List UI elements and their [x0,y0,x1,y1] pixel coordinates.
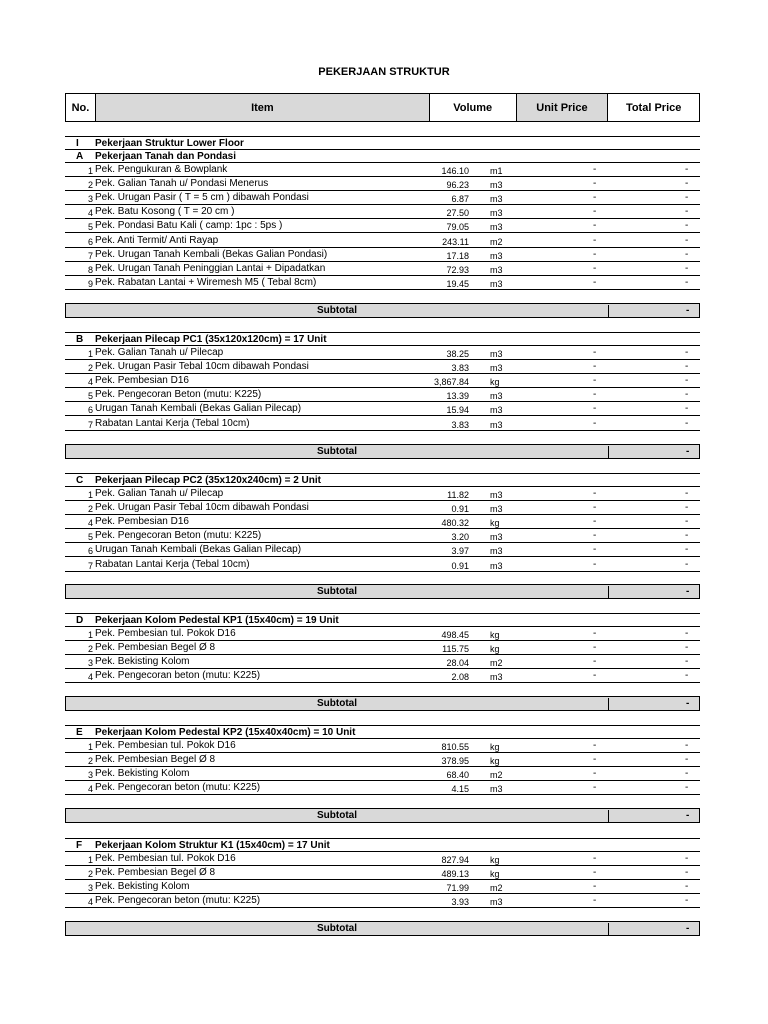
row-total-price: - [685,488,689,499]
row-unit-price: - [593,220,597,232]
row-volume: 827.94 [441,855,469,865]
row-unit-price: - [593,881,597,893]
row-number: 4 [87,208,93,219]
row-unit-price: - [593,502,597,514]
table-row [65,374,700,388]
row-number: 2 [87,180,93,191]
row-unit-price: - [593,544,597,556]
row-description: Pek. Pengukuran & Bowplank [95,164,228,175]
row-volume: 68.40 [446,770,469,781]
row-description: Pek. Urugan Pasir Tebal 10cm dibawah Pondasi [95,502,309,514]
row-total-price: - [685,361,689,373]
section-title: Pekerjaan Pilecap PC2 (35x120x240cm) = 2 Unit [95,475,321,486]
row-volume: 115.75 [442,644,469,655]
row-total-price: - [685,544,689,556]
row-number: 5 [87,222,93,233]
row-number: 4 [87,377,93,388]
row-unit: kg [490,630,500,640]
row-number: 3 [87,770,93,781]
row-unit-price: - [593,389,597,401]
row-total-price: - [685,853,689,864]
section-code: D [76,615,84,626]
row-unit-price: - [593,867,597,879]
row-volume: 3,867.84 [433,377,469,388]
row-total-price: - [685,502,689,514]
subtotal-row [65,303,700,318]
row-number: 4 [87,897,93,908]
table-row [65,641,700,655]
subtotal-row [65,921,700,936]
row-unit: m2 [490,658,503,669]
table-header [65,93,700,122]
row-unit-price: - [593,853,597,864]
row-total-price: - [685,740,689,751]
row-volume: 72.93 [446,264,469,275]
top-section-code: I [76,138,79,149]
table-row [65,515,700,529]
row-unit-price: - [593,417,597,429]
table-row [65,781,700,795]
section-title: Pekerjaan Pilecap PC1 (35x120x120cm) = 17 Unit [95,334,327,345]
row-volume: 0.91 [451,560,469,571]
row-unit: m3 [490,560,503,571]
table-row [65,529,700,543]
section-code: C [76,475,84,486]
subtotal-row [65,584,700,599]
row-number: 4 [87,672,93,683]
row-volume: 96.23 [446,180,469,191]
row-unit: m3 [490,546,503,557]
row-volume: 498.45 [441,630,469,640]
table-row [65,669,700,683]
row-number: 6 [87,405,93,416]
subtotal-label: Subtotal [66,923,609,936]
row-volume: 3.20 [451,532,469,543]
subtotal-value: - [686,586,690,597]
row-unit-price: - [593,403,597,415]
row-unit: m3 [490,504,503,515]
row-volume: 243.11 [442,236,469,247]
row-total-price: - [685,220,689,232]
table-row [65,627,700,641]
header-item: Item [96,94,430,121]
row-unit-price: - [593,234,597,246]
row-number: 1 [87,349,93,359]
row-volume: 3.97 [451,546,469,557]
subtotal-label: Subtotal [66,586,609,599]
row-unit-price: - [593,558,597,570]
row-unit: m2 [490,883,503,894]
row-total-price: - [685,248,689,260]
row-number: 2 [87,756,93,767]
row-unit: m3 [490,264,503,275]
row-unit-price: - [593,276,597,288]
row-description: Pek. Rabatan Lantai + Wiremesh M5 ( Tebal 8cm) [95,276,317,288]
row-unit-price: - [593,375,597,387]
row-total-price: - [685,276,689,288]
subtotal-value: - [686,923,690,934]
row-unit: kg [490,742,500,752]
row-description: Pek. Galian Tanah u/ Pondasi Menerus [95,178,269,190]
row-number: 5 [87,532,93,543]
row-number: 7 [87,560,93,571]
row-description: Pek. Pembesian Begel Ø 8 [95,754,216,766]
row-unit: m1 [490,166,503,176]
row-total-price: - [685,768,689,780]
row-total-price: - [685,558,689,570]
row-description: Pek. Urugan Tanah Peninggian Lantai + Dipadatkan [95,262,326,274]
table-row [65,163,700,177]
row-unit-price: - [593,530,597,542]
row-unit: m3 [490,405,503,416]
section-code: B [76,334,84,345]
row-number: 1 [87,742,93,752]
table-row [65,894,700,908]
row-description: Pek. Galian Tanah u/ Pilecap [95,488,224,499]
table-row [65,360,700,374]
row-unit: m2 [490,236,503,247]
row-number: 2 [87,869,93,880]
row-volume: 79.05 [446,222,469,233]
row-unit: m3 [490,419,503,430]
row-description: Pek. Bekisting Kolom [95,768,190,780]
section-title: Pekerjaan Kolom Pedestal KP2 (15x40x40cm) = 10 Unit [95,727,356,738]
row-number: 2 [87,644,93,655]
row-description: Rabatan Lantai Kerja (Tebal 10cm) [95,417,250,429]
row-unit-price: - [593,740,597,751]
row-number: 4 [87,518,93,529]
row-volume: 489.13 [441,869,469,880]
row-number: 1 [87,855,93,865]
row-unit-price: - [593,782,597,794]
row-unit-price: - [593,656,597,668]
row-volume: 27.50 [446,208,469,219]
table-row [65,753,700,767]
section-title: Pekerjaan Kolom Struktur K1 (15x40cm) = 17 Unit [95,840,330,851]
table-row [65,852,700,866]
subtotal-label: Subtotal [66,810,609,823]
row-unit-price: - [593,516,597,528]
row-total-price: - [685,403,689,415]
section-header-row [65,332,700,346]
row-description: Pek. Bekisting Kolom [95,656,190,668]
section-code: A [76,151,84,162]
row-volume: 71.99 [446,883,469,894]
row-number: 1 [87,166,93,176]
section-code: E [76,727,83,738]
row-unit-price: - [593,642,597,654]
row-total-price: - [685,642,689,654]
row-description: Pek. Bekisting Kolom [95,881,190,893]
row-description: Pek. Pembesian tul. Pokok D16 [95,628,236,639]
row-total-price: - [685,782,689,794]
row-volume: 146.10 [441,166,469,176]
table-row [65,346,700,360]
row-unit: kg [490,756,500,767]
row-description: Pek. Pengecoran beton (mutu: K225) [95,782,261,794]
row-unit: kg [490,869,500,880]
row-unit: m2 [490,770,503,781]
header-no: No. [66,94,96,121]
page-title: PEKERJAAN STRUKTUR [318,66,450,78]
section-header-row [65,838,700,852]
section-title: Pekerjaan Kolom Pedestal KP1 (15x40cm) = 19 Unit [95,615,339,626]
table-row [65,543,700,557]
table-row [65,866,700,880]
row-total-price: - [685,375,689,387]
row-description: Pek. Pondasi Batu Kali ( camp: 1pc : 5ps ) [95,220,283,232]
row-description: Pek. Pengecoran Beton (mutu: K225) [95,389,262,401]
row-total-price: - [685,417,689,429]
row-total-price: - [685,178,689,190]
subtotal-label: Subtotal [66,698,609,711]
subtotal-value: - [686,810,690,821]
row-total-price: - [685,628,689,639]
row-unit-price: - [593,361,597,373]
row-unit: m3 [490,363,503,374]
subtotal-value: - [686,305,690,316]
table-row [65,739,700,753]
row-unit: m3 [490,784,503,795]
top-section-row [65,136,700,150]
section-header-row [65,149,700,163]
row-total-price: - [685,389,689,401]
table-row [65,276,700,290]
row-volume: 13.39 [446,391,469,402]
row-description: Pek. Pembesian tul. Pokok D16 [95,853,236,864]
row-unit: kg [490,644,500,655]
row-description: Pek. Anti Termit/ Anti Rayap [95,234,219,246]
row-total-price: - [685,670,689,682]
row-volume: 0.91 [451,504,469,515]
section-header-row [65,725,700,739]
row-unit-price: - [593,262,597,274]
row-number: 7 [87,250,93,261]
table-row [65,417,700,431]
row-total-price: - [685,262,689,274]
row-unit-price: - [593,628,597,639]
row-volume: 480.32 [441,518,469,529]
row-total-price: - [685,656,689,668]
row-unit-price: - [593,670,597,682]
row-description: Pek. Galian Tanah u/ Pilecap [95,347,224,358]
row-description: Pek. Pembesian D16 [95,375,189,387]
row-number: 1 [87,630,93,640]
row-unit: kg [490,377,500,388]
row-unit: m3 [490,250,503,261]
table-row [65,205,700,219]
row-total-price: - [685,192,689,204]
subtotal-label: Subtotal [66,446,609,459]
row-description: Pek. Urugan Tanah Kembali (Bekas Galian Pondasi) [95,248,328,260]
row-number: 3 [87,194,93,205]
table-row [65,880,700,894]
row-number: 7 [87,419,93,430]
row-unit: m3 [490,490,503,500]
row-unit-price: - [593,768,597,780]
row-description: Pek. Batu Kosong ( T = 20 cm ) [95,206,235,218]
row-number: 6 [87,546,93,557]
table-row [65,234,700,248]
table-row [65,388,700,402]
subtotal-value: - [686,446,690,457]
table-row [65,767,700,781]
header-total-price: Total Price [608,94,699,121]
row-total-price: - [685,206,689,218]
table-row [65,487,700,501]
row-unit: m3 [490,349,503,359]
row-unit: m3 [490,391,503,402]
table-row [65,248,700,262]
row-description: Urugan Tanah Kembali (Bekas Galian Pilecap) [95,544,302,556]
row-number: 5 [87,391,93,402]
row-total-price: - [685,516,689,528]
row-volume: 2.08 [451,672,469,683]
top-section-label: Pekerjaan Struktur Lower Floor [95,138,244,149]
row-number: 9 [87,278,93,289]
subtotal-value: - [686,698,690,709]
subtotal-row [65,808,700,823]
row-unit: m3 [490,208,503,219]
subtotal-row [65,444,700,459]
row-number: 3 [87,658,93,669]
row-total-price: - [685,867,689,879]
row-number: 3 [87,883,93,894]
row-unit: kg [490,855,500,865]
row-number: 8 [87,264,93,275]
row-volume: 378.95 [441,756,469,767]
row-total-price: - [685,234,689,246]
row-unit: m3 [490,897,503,908]
row-volume: 3.83 [451,363,469,374]
row-volume: 3.93 [451,897,469,908]
table-row [65,262,700,276]
row-volume: 28.04 [446,658,469,669]
row-number: 2 [87,504,93,515]
row-unit-price: - [593,178,597,190]
row-number: 4 [87,784,93,795]
row-volume: 38.25 [446,349,469,359]
subtotal-row [65,696,700,711]
row-unit: m3 [490,278,503,289]
row-description: Pek. Pengecoran beton (mutu: K225) [95,670,261,682]
row-unit: m3 [490,532,503,543]
row-volume: 15.94 [446,405,469,416]
row-description: Pek. Pembesian D16 [95,516,189,528]
row-description: Pek. Pengecoran Beton (mutu: K225) [95,530,262,542]
table-row [65,558,700,572]
row-unit-price: - [593,248,597,260]
row-volume: 810.55 [441,742,469,752]
row-volume: 17.18 [446,250,469,261]
row-unit-price: - [593,347,597,358]
row-unit: m3 [490,672,503,683]
row-description: Pek. Urugan Pasir ( T = 5 cm ) dibawah Pondasi [95,192,309,204]
row-description: Pek. Pembesian Begel Ø 8 [95,642,216,654]
row-description: Rabatan Lantai Kerja (Tebal 10cm) [95,558,250,570]
row-total-price: - [685,164,689,175]
section-title: Pekerjaan Tanah dan Pondasi [95,151,236,162]
row-description: Pek. Urugan Pasir Tebal 10cm dibawah Pondasi [95,361,309,373]
section-code: F [76,840,83,851]
row-unit-price: - [593,206,597,218]
row-volume: 3.83 [451,419,469,430]
row-unit-price: - [593,754,597,766]
row-description: Urugan Tanah Kembali (Bekas Galian Pilecap) [95,403,302,415]
row-description: Pek. Pengecoran beton (mutu: K225) [95,895,261,907]
row-unit-price: - [593,895,597,907]
row-total-price: - [685,530,689,542]
row-total-price: - [685,881,689,893]
table-row [65,177,700,191]
row-number: 2 [87,363,93,374]
section-header-row [65,473,700,487]
row-volume: 11.82 [447,490,469,500]
row-unit: m3 [490,222,503,233]
row-volume: 4.15 [451,784,469,795]
row-description: Pek. Pembesian tul. Pokok D16 [95,740,236,751]
section-header-row [65,613,700,627]
row-unit-price: - [593,192,597,204]
table-row [65,655,700,669]
row-unit-price: - [593,164,597,175]
table-row [65,501,700,515]
row-number: 1 [87,490,93,500]
subtotal-label: Subtotal [66,305,609,318]
row-unit-price: - [593,488,597,499]
table-row [65,191,700,205]
row-description: Pek. Pembesian Begel Ø 8 [95,867,216,879]
table-row [65,219,700,233]
row-unit: m3 [490,180,503,191]
row-total-price: - [685,347,689,358]
header-unit-price: Unit Price [517,94,609,121]
row-total-price: - [685,895,689,907]
row-volume: 19.45 [446,278,469,289]
row-unit: m3 [490,194,503,205]
header-volume: Volume [430,94,517,121]
row-total-price: - [685,754,689,766]
row-number: 6 [87,236,93,247]
row-unit: kg [490,518,500,529]
row-volume: 6.87 [451,194,469,205]
table-row [65,402,700,416]
